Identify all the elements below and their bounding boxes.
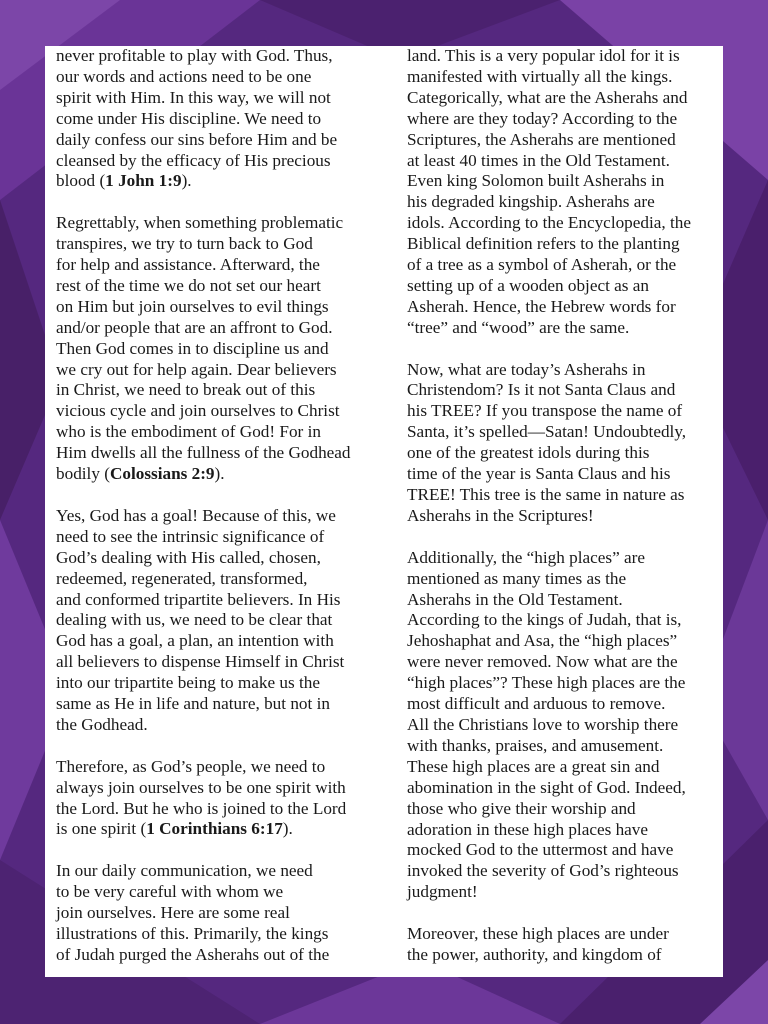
text-line: most difficult and arduous to remove. (407, 694, 666, 714)
text-line (56, 171, 356, 192)
text-line: adoration in these high places have (407, 819, 649, 839)
text-line: abomination in the sight of God. Indeed, (407, 777, 686, 797)
text-line: the Godhead. (56, 714, 148, 734)
text-line: we cry out for help again. Dear believers (56, 359, 337, 379)
text-line: and conformed tripartite believers. In His (56, 589, 341, 609)
paragraph (407, 924, 713, 966)
text-fragment: is one spirit ( (56, 819, 147, 839)
paragraph (56, 46, 356, 192)
text-line: vicious cycle and join ourselves to Christ (56, 401, 340, 421)
text-line: redeemed, regenerated, transformed, (56, 568, 308, 588)
text-fragment: blood ( (56, 171, 106, 191)
text-line: God’s dealing with His called, chosen, (56, 547, 321, 567)
text-fragment: ). (282, 819, 293, 839)
text-line: According to the kings of Judah, that is, (407, 610, 682, 630)
text-line: setting up of a wooden object as an (407, 275, 649, 295)
paragraph (407, 46, 713, 339)
text-line: spirit with Him. In this way, we will not (56, 87, 331, 107)
text-line: for help and assistance. Afterward, the (56, 255, 320, 275)
text-line: into our tripartite being to make us the (56, 673, 320, 693)
text-line: in Christ, we need to break out of this (56, 380, 316, 400)
text-line: Asherahs in the Old Testament. (407, 589, 623, 609)
text-line: manifested with virtually all the kings. (407, 66, 673, 86)
text-line: the Lord. But he who is joined to the Lord (56, 798, 347, 818)
text-line: where are they today? According to the (407, 108, 678, 128)
text-line: These high places are a great sin and (407, 756, 660, 776)
paragraph (56, 213, 356, 485)
text-line: Regrettably, when something problematic (56, 213, 344, 233)
text-line: Categorically, what are the Asherahs and (407, 87, 688, 107)
text-line: mocked God to the uttermost and have (407, 840, 674, 860)
text-line: time of the year is Santa Claus and his (407, 464, 671, 484)
text-line: In our daily communication, we need (56, 861, 313, 881)
text-line: and/or people that are an affront to God. (56, 317, 333, 337)
text-line: Therefore, as God’s people, we need to (56, 756, 326, 776)
paragraph (56, 861, 356, 966)
text-line: “high places”? These high places are the (407, 673, 686, 693)
text-line (56, 819, 356, 840)
text-line: judgment! (407, 882, 478, 902)
text-line: Moreover, these high places are under (407, 924, 669, 944)
text-line: his TREE? If you transpose the name of (407, 401, 683, 421)
text-line: the power, authority, and kingdom of (407, 944, 662, 964)
text-line: at least 40 times in the Old Testament. (407, 150, 670, 170)
text-line: his degraded kingship. Asherahs are (407, 192, 655, 212)
text-line: Asherah. Hence, the Hebrew words for (407, 296, 676, 316)
text-line: All the Christians love to worship there (407, 714, 679, 734)
text-line: Jehoshaphat and Asa, the “high places” (407, 631, 678, 651)
text-line: Scriptures, the Asherahs are mentioned (407, 129, 676, 149)
text-line: Now, what are today’s Asherahs in (407, 359, 646, 379)
text-line: always join ourselves to be one spirit with (56, 777, 346, 797)
text-line: of a tree as a symbol of Asherah, or the (407, 255, 677, 275)
text-line: God has a goal, a plan, an intention with (56, 631, 334, 651)
text-line: Yes, God has a goal! Because of this, we (56, 505, 336, 525)
scripture-reference: 1 Corinthians 6:17 (146, 819, 283, 839)
text-line: idols. According to the Encyclopedia, the (407, 213, 691, 233)
text-fragment: ). (181, 171, 192, 191)
scripture-reference: 1 John 1:9 (105, 171, 182, 191)
text-line: Additionally, the “high places” are (407, 547, 645, 567)
paragraph (56, 506, 356, 736)
paragraph (56, 757, 356, 841)
text-line: of Judah purged the Asherahs out of the (56, 944, 330, 964)
document-page (45, 46, 723, 977)
text-line: land. This is a very popular idol for it is (407, 46, 680, 65)
text-line: TREE! This tree is the same in nature as (407, 485, 685, 505)
text-line: Then God comes in to discipline us and (56, 338, 329, 358)
text-line (56, 464, 356, 485)
text-line: one of the greatest idols during this (407, 443, 650, 463)
text-line: mentioned as many times as the (407, 568, 627, 588)
left-column (56, 46, 356, 977)
text-line: invoked the severity of God’s righteous (407, 861, 679, 881)
text-line: come under His discipline. We need to (56, 108, 322, 128)
text-line: Biblical definition refers to the planting (407, 234, 680, 254)
text-fragment: ). (214, 464, 225, 484)
text-line: Even king Solomon built Asherahs in (407, 171, 665, 191)
text-line: need to see the intrinsic significance of (56, 526, 325, 546)
text-line: Him dwells all the fullness of the Godhead (56, 443, 351, 463)
text-line: never profitable to play with God. Thus, (56, 46, 333, 65)
right-column (407, 46, 713, 977)
text-fragment: bodily ( (56, 464, 110, 484)
text-line: were never removed. Now what are the (407, 652, 678, 672)
text-line: join ourselves. Here are some real (56, 903, 290, 923)
scripture-reference: Colossians 2:9 (109, 464, 215, 484)
text-line: dealing with us, we need to be clear that (56, 610, 333, 630)
text-line: daily confess our sins before Him and be (56, 129, 338, 149)
text-line: all believers to dispense Himself in Christ (56, 652, 345, 672)
text-line: on Him but join ourselves to evil things (56, 296, 329, 316)
text-line: same as He in life and nature, but not in (56, 694, 330, 714)
text-line: rest of the time we do not set our heart (56, 275, 321, 295)
text-line: cleansed by the efficacy of His precious (56, 150, 331, 170)
paragraph (407, 360, 713, 527)
text-line: Christendom? Is it not Santa Claus and (407, 380, 676, 400)
text-line: “tree” and “wood” are the same. (407, 317, 630, 337)
text-line: to be very careful with whom we (56, 882, 284, 902)
text-line: with thanks, praises, and amusement. (407, 735, 664, 755)
text-line: Santa, it’s spelled—Satan! Undoubtedly, (407, 422, 687, 442)
text-line: transpires, we try to turn back to God (56, 234, 313, 254)
text-line: who is the embodiment of God! For in (56, 422, 321, 442)
text-line: Asherahs in the Scriptures! (407, 505, 594, 525)
paragraph (407, 548, 713, 903)
text-line: our words and actions need to be one (56, 66, 312, 86)
text-line: illustrations of this. Primarily, the kings (56, 924, 329, 943)
text-line: those who give their worship and (407, 798, 636, 818)
